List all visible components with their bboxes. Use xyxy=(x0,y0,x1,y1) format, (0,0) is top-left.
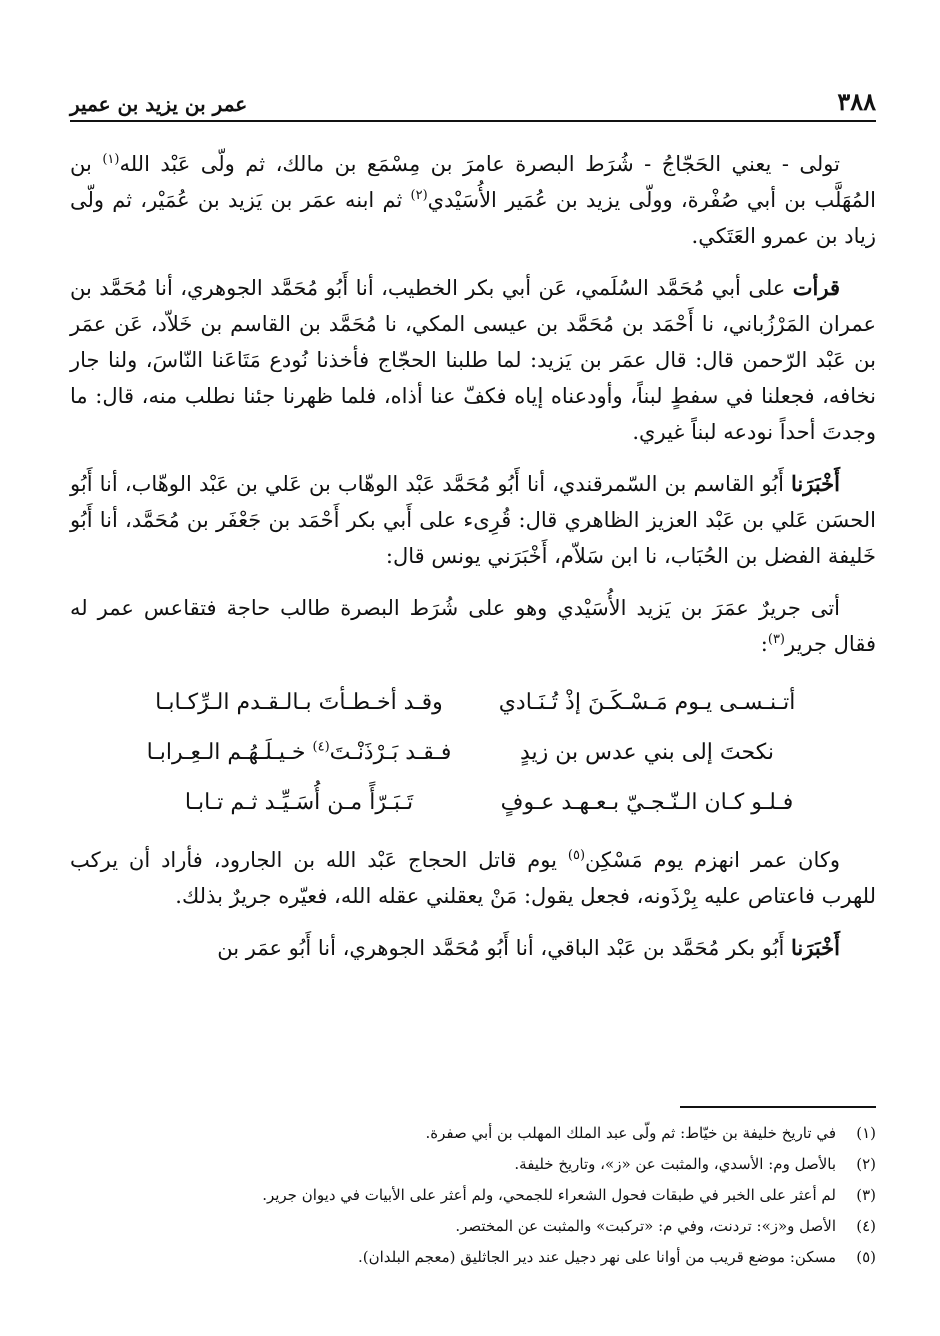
footnote-ref: (٣) xyxy=(767,632,785,647)
footnote-text: لم أعثر على الخبر في طبقات فحول الشعراء للجمحي، ولم أعثر على الأبيات في ديوان جرير. xyxy=(262,1186,836,1204)
paragraph-text: يوم قاتل الحجاج عَبْد الله بن الجارود، فأراد أن يركب للهرب فاعتاص عليه بِرْذَونه، فجعل يقول: مَنْ يعقلني عقله الله، فعيّره جريرٌ بذلك. xyxy=(70,848,876,908)
running-title: عمر بن يزيد بن عمير xyxy=(70,92,248,116)
hemistich-text: خـيـلَـهُـم الـعِـرابـا xyxy=(146,740,313,765)
page-number: ٣٨٨ xyxy=(837,87,876,116)
isnad-lead: قرأت xyxy=(792,275,840,300)
footnote xyxy=(70,1242,876,1273)
verse-line xyxy=(70,678,876,728)
hemistich-text: فـقـد بَـرْذَنْـتَ xyxy=(329,740,452,765)
footnote-number: (٤) xyxy=(856,1217,876,1235)
paragraph-text: بن المُهَلَّب بن أبي صُفْرة، وولّى يزيد بن عُمَير الأُسَيْدي xyxy=(70,152,876,212)
footnote-text: مسكن: موضع قريب من أوانا على نهر دجيل عند دير الجاثليق (معجم البلدان). xyxy=(358,1248,836,1266)
paragraph-2 xyxy=(70,270,876,450)
hemistich-left: وقـد أخـطـأتَ بـالـقـدم الـرِّكـابـا xyxy=(155,690,443,715)
hemistich-right: أتـنـسـى يـوم مَـسْـكَـنَ إذْ تُـنَـادي xyxy=(498,690,796,715)
verse-line xyxy=(70,728,876,778)
paragraph-4 xyxy=(70,590,876,662)
footnote-ref: (٢) xyxy=(410,188,428,203)
footnote-rule xyxy=(680,1106,876,1108)
verse-line xyxy=(70,778,876,828)
paragraph-5 xyxy=(70,842,876,914)
footnote-ref: (٤) xyxy=(312,739,330,755)
footnote-number: (١) xyxy=(856,1124,876,1142)
paragraph-text: أَبُو بكر مُحَمَّد بن عَبْد الباقي، أنا أَبُو مُحَمَّد الجوهري، أنا أَبُو عمَر بن xyxy=(217,936,792,960)
footnote-text: بالأصل وم: الأسدي، والمثبت عن «ز»، وتاريخ خليفة. xyxy=(514,1155,836,1173)
footnote xyxy=(70,1149,876,1180)
footnote-number: (٣) xyxy=(856,1186,876,1204)
footnote-text: الأصل و«ز»: تردنت، وفي م: «تركبت» والمثبت عن المختصر. xyxy=(455,1217,836,1235)
main-text xyxy=(70,146,876,982)
footnote xyxy=(70,1180,876,1211)
page-header xyxy=(70,80,876,116)
hemistich-left xyxy=(134,735,464,771)
poem xyxy=(70,678,876,828)
header-rule xyxy=(70,120,876,122)
paragraph-3 xyxy=(70,466,876,574)
paragraph-text: ثم ابنه عمَر بن يَزيد بن عُمَيْر، ثم ولّى زياد بن عمرو العَتَكي. xyxy=(70,188,876,248)
paragraph-text: على أبي مُحَمَّد السُلَمي، عَن أبي بكر الخطيب، أنا أَبُو مُحَمَّد الجوهري، أنا مُحَمَّد بن عمران المَرْزُباني، نا أَحْمَد بن مُحَمَّد بن عيسى المكي، نا مُحَمَّد بن القاسم بن خَلاّد، عَن عمَر بن عَبْد الرّحمن قال: قال عمَر بن يَزيد: لما طلبنا الحجّاج فأخذنا نُودع مَتَاعَنا النّاسَ، ولنا جار نخافه، فجعلنا في سفطٍ لبناً، وأودعناه إياه فكفّ عنا أذاه، فلما ظهرنا جئنا نطلب منه، قال: ما وجدتَ أحداً نودعه لبناً غيري. xyxy=(70,276,876,444)
isnad-lead: أَخْبَرَنا xyxy=(791,471,840,496)
hemistich-right: فـلـو كـان الـنّـجـيّ بـعـهـد عـوفٍ xyxy=(500,790,794,815)
paragraph-text: أتى جريرٌ عمَرَ بن يَزيد الأُسَيْدي وهو على شُرَط البصرة طالب حاجة فتقاعس عمر له فقال جرير xyxy=(70,596,876,656)
footnote-text: في تاريخ خليفة بن خيّاط: ثم ولّى عبد الملك المهلب بن أبي صفرة. xyxy=(425,1124,836,1142)
footnote xyxy=(70,1211,876,1242)
paragraph-text: أَبُو القاسم بن السّمرقندي، أنا أَبُو مُحَمَّد عَبْد الوهّاب بن عَلي بن عَبْد الوهّاب، أنا أَبُو الحسَن عَلي بن عَبْد العزيز الظاهري قال: قُرِىء على أَبي بكر أَحْمَد بن جَعْفَر بن مُحَمَّد، أنا أَبُو خَليفة الفضل بن الحُبَاب، نا ابن سَلاّم، أَخْبَرَني يونس قال: xyxy=(70,472,876,568)
footnote xyxy=(70,1118,876,1149)
footnote-number: (٥) xyxy=(856,1248,876,1266)
paragraph-text: وكان عمر انهزم يوم مَسْكِن xyxy=(585,848,840,872)
hemistich-right: نكحتَ إلى بني عدس بن زيدٍ xyxy=(520,740,774,765)
footnote-number: (٢) xyxy=(856,1155,876,1173)
footnote-ref: (٥) xyxy=(567,848,586,863)
footnote-ref: (١) xyxy=(102,152,120,167)
paragraph-text: : xyxy=(760,632,768,656)
footnotes xyxy=(70,1118,876,1273)
paragraph-1 xyxy=(70,146,876,254)
hemistich-left: تَـبَـرّأً مـن أُسَـيِّـد ثـم تـابـا xyxy=(184,790,414,815)
isnad-lead: أَخْبَرَنا xyxy=(791,935,840,960)
paragraph-text: تولى - يعني الحَجّاجُ - شُرَط البصرة عامرَ بن مِسْمَع بن مالك، ثم ولّى عَبْد الله xyxy=(119,152,840,176)
paragraph-6 xyxy=(70,930,876,966)
